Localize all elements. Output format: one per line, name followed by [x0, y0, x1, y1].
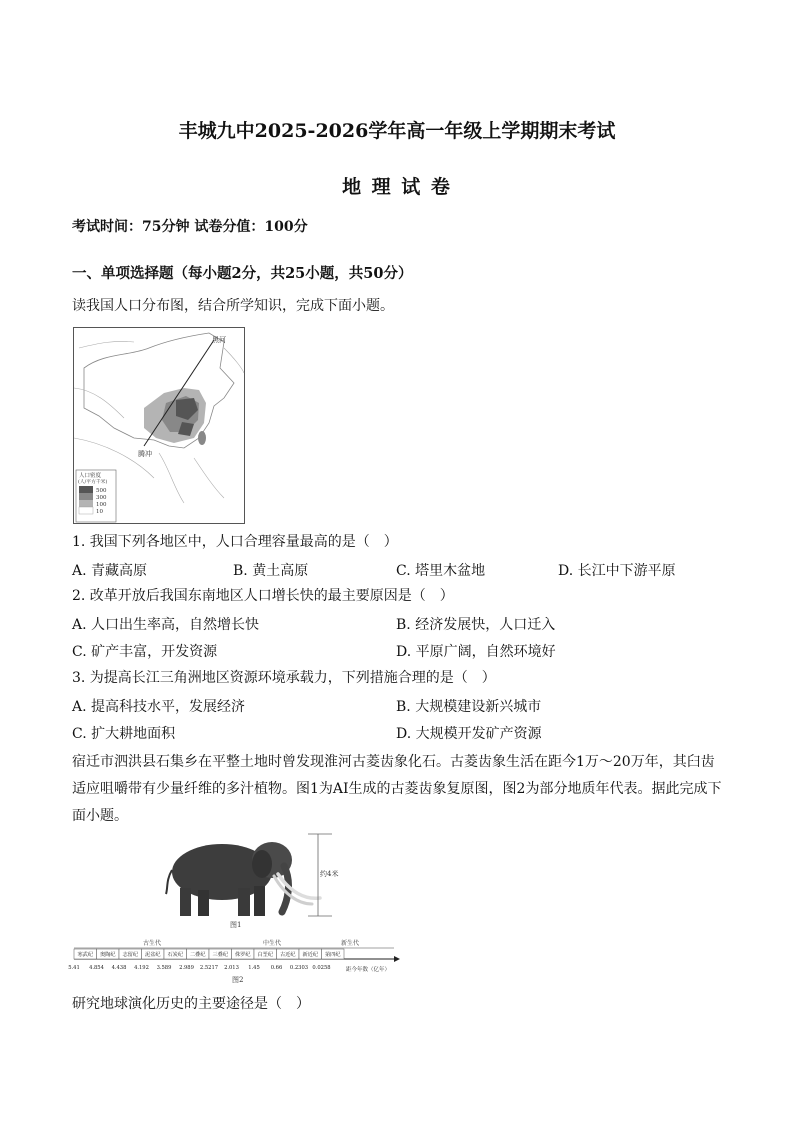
question-1-option-b[interactable]: B. 黄土高原	[233, 563, 309, 579]
question-1-option-d[interactable]: D. 长江中下游平原	[558, 563, 676, 579]
section-heading: 一、单项选择题（每小题2分，共25小题，共50分）	[72, 265, 413, 282]
age-tick-label: 2.989	[179, 965, 194, 971]
exam-title: 丰城九中2025-2026学年高一年级上学期期末考试	[178, 120, 616, 142]
section-intro: 读我国人口分布图，结合所学知识，完成下面小题。	[72, 298, 394, 314]
figure-2-caption: 图2	[232, 976, 244, 984]
height-label: 约4米	[320, 870, 339, 878]
legend-value: 500	[96, 488, 107, 494]
question-3-option-c[interactable]: C. 扩大耕地面积	[72, 726, 176, 742]
legend-swatch-low	[79, 500, 93, 507]
era-label: 中生代	[262, 940, 282, 947]
period-label: 古近纪	[279, 952, 296, 958]
question-2-option-d[interactable]: D. 平原广阔，自然环境好	[396, 644, 556, 660]
taiwan-island	[198, 431, 206, 445]
question-3-stem: 3. 为提高长江三角洲地区资源环境承载力，下列措施合理的是（ ）	[72, 670, 496, 686]
question-1-option-a[interactable]: A. 青藏高原	[72, 563, 148, 579]
legend-value: 10	[96, 509, 103, 515]
legend-swatch-dense	[79, 486, 93, 493]
label-tengchong: 腾冲	[138, 450, 152, 458]
legend-title: 人口密度	[79, 473, 102, 479]
question-2-stem: 2. 改革开放后我国东南地区人口增长快的最主要原因是（ ）	[72, 588, 454, 604]
elephant-leg	[180, 888, 191, 916]
question-1-option-c[interactable]: C. 塔里木盆地	[396, 563, 486, 579]
exam-subtitle: 地 理 试 卷	[342, 176, 452, 198]
age-tick-label: 4.192	[134, 965, 149, 971]
elephant-leg	[254, 886, 265, 916]
period-label: 二叠纪	[189, 952, 206, 958]
elephant-illustration	[160, 830, 340, 930]
elephant-tail	[166, 870, 172, 894]
age-tick-label: 2.5217	[199, 965, 219, 971]
population-map-drawing	[74, 328, 244, 523]
era-label: 新生代	[340, 940, 360, 947]
question-3-option-d[interactable]: D. 大规模开发矿产资源	[396, 726, 542, 742]
period-label: 泥盆纪	[144, 952, 161, 958]
elephant-leg	[238, 888, 250, 916]
period-label: 新近纪	[302, 952, 319, 958]
legend-value: 300	[96, 495, 107, 501]
legend-value: 100	[96, 502, 107, 508]
period-label: 寒武纪	[77, 952, 94, 958]
period-label: 白垩纪	[257, 952, 274, 958]
question-2-option-b[interactable]: B. 经济发展快，人口迁入	[396, 617, 556, 633]
question-3-option-b[interactable]: B. 大规模建设新兴城市	[396, 699, 542, 715]
age-tick-label: 0.0258	[312, 965, 331, 971]
age-tick-label: 1.45	[248, 965, 260, 971]
age-tick-label: 2.013	[224, 965, 239, 971]
timeline-arrow	[394, 956, 400, 962]
age-tick-label: 0.2303	[289, 965, 309, 971]
period-label: 奥陶纪	[99, 952, 116, 958]
exam-info: 考试时间：75分钟 试卷分值：100分	[72, 219, 308, 235]
question-4-stem: 研究地球演化历史的主要途径是（ ）	[72, 996, 310, 1012]
period-label: 第四纪	[324, 952, 341, 958]
age-tick-label: 3.589	[156, 965, 172, 971]
era-label: 古生代	[142, 940, 162, 947]
figure-1-caption: 图1	[230, 921, 242, 929]
question-3-option-a[interactable]: A. 提高科技水平，发展经济	[72, 699, 246, 715]
axis-label: 距今年数（亿年）	[345, 967, 390, 973]
question-2-option-a[interactable]: A. 人口出生率高，自然增长快	[72, 617, 260, 633]
age-tick-label: 4.438	[111, 965, 127, 971]
age-tick-label: 5.41	[68, 965, 80, 971]
figure-1-elephant	[160, 830, 340, 930]
period-label: 三叠纪	[212, 952, 229, 958]
passage-paleoloxodon: 宿迁市泗洪县石集乡在平整土地时曾发现淮河古菱齿象化石。古菱齿象生活在距今1万～20万年，其臼齿适应咀嚼带有少量纤维的多汁植物。图1为AI生成的古菱齿象复原图，图2为部分地质年代表。据此完成下面小题。	[72, 754, 722, 824]
age-tick-label: 0.66	[270, 965, 283, 971]
elephant-ear	[252, 850, 272, 878]
legend-unit: (人/平方千米)	[78, 480, 108, 485]
age-tick-label: 4.854	[89, 965, 104, 971]
question-1-stem: 1. 我国下列各地区中，人口合理容量最高的是（ ）	[72, 534, 398, 550]
period-label: 志留纪	[122, 952, 139, 958]
question-2-option-c[interactable]: C. 矿产丰富，开发资源	[72, 644, 218, 660]
legend-swatch-mid	[79, 493, 93, 500]
legend-swatch-sparse	[79, 507, 93, 514]
elephant-leg	[198, 890, 209, 916]
population-map	[73, 327, 245, 524]
period-label: 石炭纪	[167, 952, 184, 958]
label-heihe: 黑河	[212, 336, 226, 344]
period-label: 侏罗纪	[234, 952, 251, 958]
